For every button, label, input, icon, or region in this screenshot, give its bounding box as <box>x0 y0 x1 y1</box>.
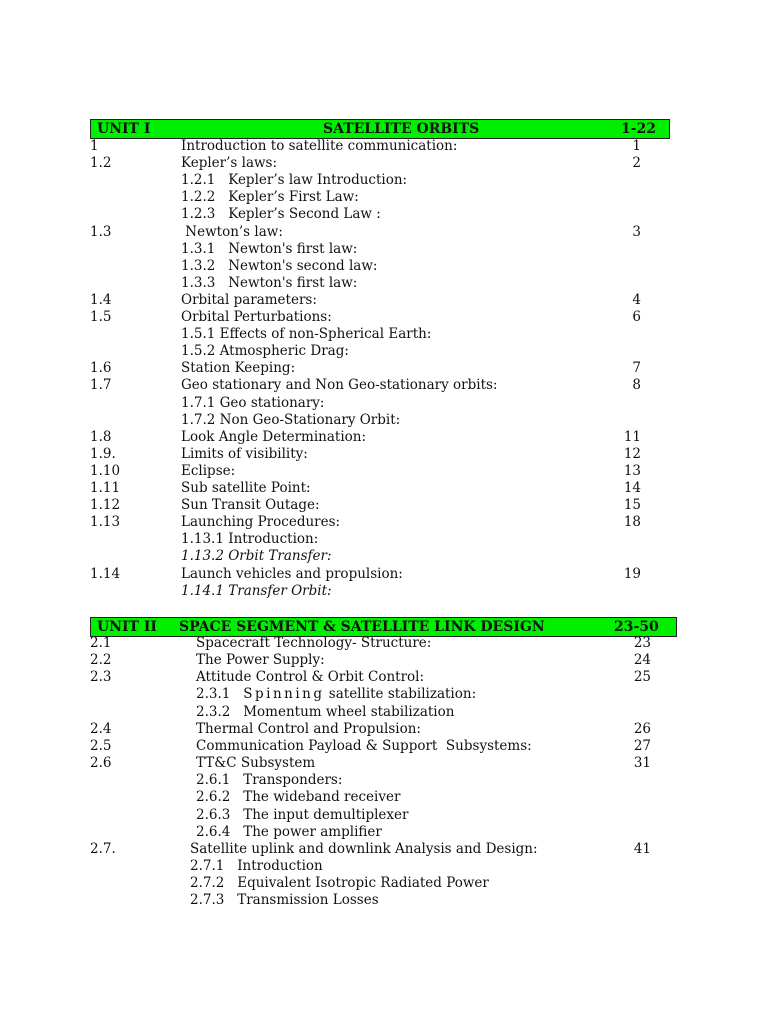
toc-row <box>0 377 768 394</box>
toc-row <box>0 652 768 669</box>
toc-row <box>0 360 768 377</box>
toc-number: 1.8 <box>90 428 112 445</box>
toc-row <box>0 738 768 755</box>
toc-title: Sun Transit Outage: <box>181 497 320 514</box>
toc-title: Limits of visibility: <box>181 445 308 462</box>
toc-row <box>0 429 768 446</box>
toc-number: 1.4 <box>90 291 112 308</box>
unit-2-header <box>90 617 677 637</box>
toc-row <box>0 686 768 703</box>
toc-row <box>0 224 768 241</box>
toc-number: 1.14 <box>90 565 121 582</box>
toc-title: Launch vehicles and propulsion: <box>181 565 403 582</box>
toc-title: Sub satellite Point: <box>181 480 311 496</box>
toc-row <box>0 172 768 189</box>
toc-page-number: 41 <box>633 840 651 857</box>
unit-1-pages: 1-22 <box>621 121 657 137</box>
toc-page-number: 6 <box>632 309 641 325</box>
toc-row <box>0 566 768 583</box>
toc-row <box>0 241 768 258</box>
toc-page-number: 25 <box>633 669 651 686</box>
unit-1-title: SATELLITE ORBITS <box>323 121 480 137</box>
toc-row <box>0 514 768 531</box>
toc-title: Satellite uplink and downlink Analysis and Design: <box>190 840 538 857</box>
toc-page-number: 3 <box>632 223 641 240</box>
toc-page-number: 15 <box>623 497 641 514</box>
toc-number: 2.7. <box>90 840 116 857</box>
toc-number: 1.3 <box>90 223 112 240</box>
unit-2-title: SPACE SEGMENT & SATELLITE LINK DESIGN <box>179 619 545 635</box>
toc-number: 1.10 <box>90 462 121 479</box>
toc-row <box>0 755 768 772</box>
toc-page-number: 2 <box>632 155 641 172</box>
toc-row <box>0 326 768 343</box>
toc-row <box>0 206 768 223</box>
toc-number: 2.3 <box>90 669 112 686</box>
toc-title: 2.6.4 The power amplifier <box>196 823 382 840</box>
toc-row <box>0 395 768 412</box>
toc-row <box>0 189 768 206</box>
toc-title: Kepler’s laws: <box>181 155 278 172</box>
toc-title: 1.3.1 Newton's first law: <box>181 240 358 257</box>
toc-title: Geo stationary and Non Geo-stationary orbits: <box>181 377 498 394</box>
toc-row <box>0 635 768 652</box>
unit-2-label: UNIT II <box>97 619 157 635</box>
toc-title-spaced-word: Spinning <box>243 686 325 703</box>
toc-number: 2.4 <box>90 720 112 737</box>
toc-title: Station Keeping: <box>181 360 296 377</box>
toc-title: 1.3.2 Newton's second law: <box>181 257 378 274</box>
toc-page-number: 8 <box>632 377 641 394</box>
toc-page-number: 19 <box>623 565 641 582</box>
toc-title-prefix: 2.3.1 <box>196 686 244 703</box>
toc-row <box>0 583 768 600</box>
toc-row <box>0 807 768 824</box>
toc-title: 1.7.2 Non Geo-Stationary Orbit: <box>181 411 401 428</box>
toc-row <box>0 309 768 326</box>
toc-page-number: 7 <box>632 360 641 377</box>
toc-row <box>0 704 768 721</box>
toc-title: 1.13.2 Orbit Transfer: <box>181 548 332 565</box>
toc-title: The Power Supply: <box>196 652 325 669</box>
toc-page-number: 24 <box>633 652 651 669</box>
toc-title: 1.2.3 Kepler’s Second Law : <box>181 206 381 223</box>
unit-1-label: UNIT I <box>97 121 151 137</box>
toc-page-number: 12 <box>623 445 641 462</box>
toc-title: 1.5.1 Effects of non-Spherical Earth: <box>181 326 432 343</box>
toc-title: 1.2.2 Kepler’s First Law: <box>181 189 359 206</box>
toc-title: Launching Procedures: <box>181 514 341 531</box>
toc-title: Spacecraft Technology- Structure: <box>196 635 432 651</box>
toc-title: Attitude Control & Orbit Control: <box>196 669 425 686</box>
toc-row <box>0 789 768 806</box>
toc-number: 1.7 <box>90 377 112 394</box>
toc-page-number: 1 <box>632 138 641 154</box>
toc-title: TT&C Subsystem <box>196 755 316 772</box>
toc-row <box>0 875 768 892</box>
toc-title: Orbital parameters: <box>181 291 317 308</box>
unit-2-pages: 23-50 <box>614 619 659 635</box>
toc-title: Eclipse: <box>181 462 236 479</box>
toc-title <box>196 686 476 703</box>
toc-title: Communication Payload & Support Subsystems: <box>196 737 532 754</box>
toc-row <box>0 275 768 292</box>
toc-row <box>0 463 768 480</box>
toc-title: 1.2.1 Kepler’s law Introduction: <box>181 172 408 189</box>
toc-page-number: 23 <box>633 635 651 651</box>
toc-title-suffix: satellite stabilization: <box>324 686 477 703</box>
toc-title: 2.6.1 Transponders: <box>196 772 343 789</box>
toc-title: 1.7.1 Geo stationary: <box>181 394 325 411</box>
toc-row <box>0 531 768 548</box>
toc-title: 1.5.2 Atmospheric Drag: <box>181 343 349 360</box>
toc-row <box>0 446 768 463</box>
toc-row <box>0 669 768 686</box>
toc-row <box>0 343 768 360</box>
toc-number: 2.5 <box>90 737 112 754</box>
toc-page-number: 14 <box>623 480 641 496</box>
toc-row <box>0 412 768 429</box>
toc-number: 2.6 <box>90 755 112 772</box>
toc-title: Introduction to satellite communication: <box>181 138 458 154</box>
toc-title: Look Angle Determination: <box>181 428 367 445</box>
toc-number: 1.6 <box>90 360 112 377</box>
toc-row <box>0 841 768 858</box>
toc-page-number: 11 <box>623 428 641 445</box>
toc-title: 1.14.1 Transfer Orbit: <box>181 582 332 599</box>
toc-title: Newton’s law: <box>181 223 283 240</box>
toc-row <box>0 258 768 275</box>
toc-page-number: 27 <box>633 737 651 754</box>
toc-row <box>0 138 768 155</box>
toc-number: 1.9. <box>90 445 116 462</box>
toc-number: 1.12 <box>90 497 121 514</box>
toc-title: 2.6.3 The input demultiplexer <box>196 806 409 823</box>
toc-row <box>0 480 768 497</box>
toc-number: 1.11 <box>90 480 121 496</box>
unit-1-header <box>90 119 670 139</box>
toc-title: Thermal Control and Propulsion: <box>196 720 421 737</box>
toc-row <box>0 155 768 172</box>
toc-number: 1.5 <box>90 309 112 325</box>
toc-title: 1.3.3 Newton's first law: <box>181 274 358 291</box>
toc-row <box>0 721 768 738</box>
toc-title: 2.3.2 Momentum wheel stabilization <box>196 703 455 720</box>
toc-row <box>0 892 768 909</box>
toc-row <box>0 858 768 875</box>
toc-number: 1.13 <box>90 514 121 531</box>
toc-title: Orbital Perturbations: <box>181 309 332 325</box>
toc-number: 1 <box>90 138 99 154</box>
toc-number: 2.2 <box>90 652 112 669</box>
toc-page-number: 26 <box>633 720 651 737</box>
toc-number: 2.1 <box>90 635 112 651</box>
toc-page-number: 4 <box>632 291 641 308</box>
toc-row <box>0 824 768 841</box>
toc-row <box>0 548 768 565</box>
toc-title: 2.7.2 Equivalent Isotropic Radiated Power <box>190 875 489 892</box>
toc-row <box>0 497 768 514</box>
toc-title: 2.6.2 The wideband receiver <box>196 789 401 806</box>
toc-title: 2.7.3 Transmission Losses <box>190 892 379 909</box>
toc-number: 1.2 <box>90 155 112 172</box>
toc-page-number: 18 <box>623 514 641 531</box>
toc-page-number: 31 <box>633 755 651 772</box>
toc-title: 2.7.1 Introduction <box>190 857 323 874</box>
toc-row <box>0 772 768 789</box>
toc-page-number: 13 <box>623 462 641 479</box>
toc-row <box>0 292 768 309</box>
toc-title: 1.13.1 Introduction: <box>181 531 319 548</box>
